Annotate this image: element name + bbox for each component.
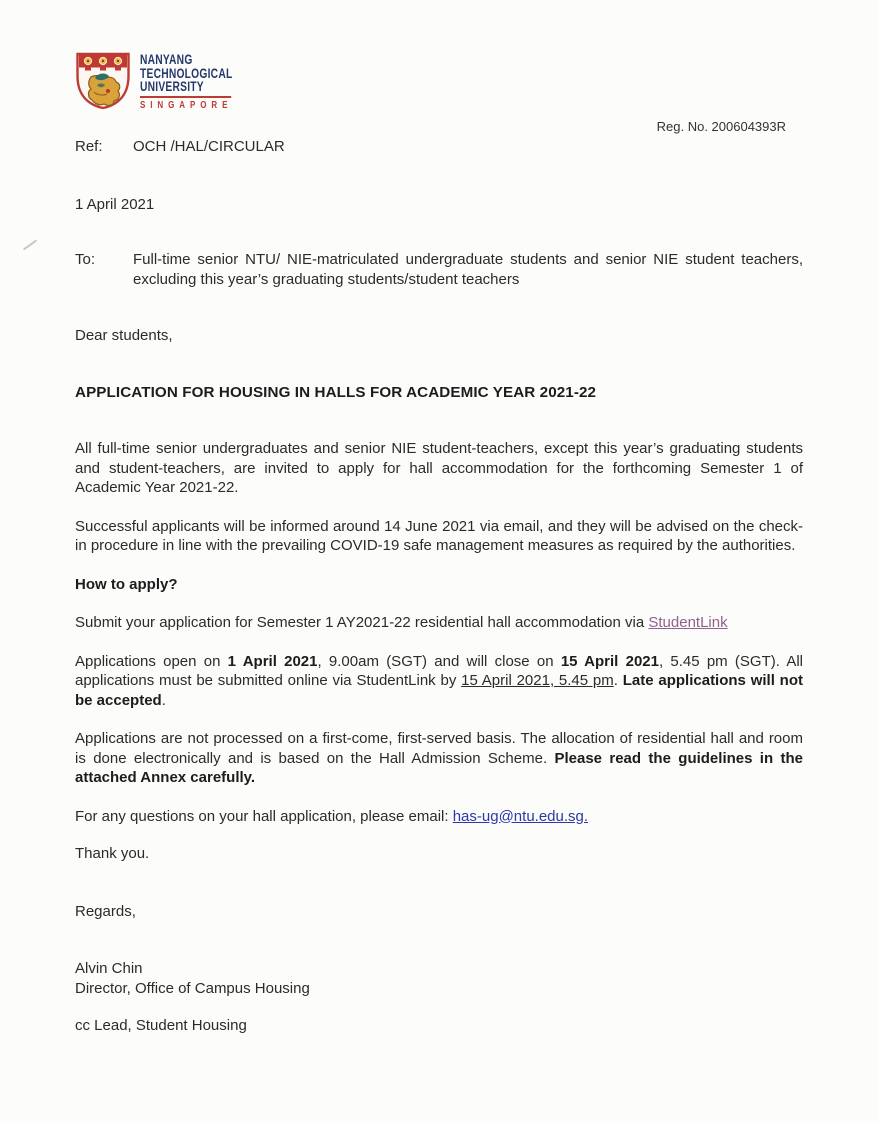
ref-label: Ref: — [75, 138, 103, 155]
text-segment: . — [161, 691, 166, 709]
paragraph-questions — [75, 807, 803, 827]
date-line: 1 April 2021 — [75, 195, 155, 213]
text-segment: Submit your application for Semester 1 AY2021-22 residential hall accommodation via — [75, 614, 649, 631]
paragraph-allocation — [75, 729, 803, 788]
subject-heading: APPLICATION FOR HOUSING IN HALLS FOR ACADEMIC YEAR 2021-22 — [75, 383, 597, 401]
studentlink-link[interactable]: StudentLink — [648, 614, 728, 631]
to-recipients-text: Full-time senior NTU/ NIE-matriculated undergraduate students and senior NIE student teachers, excluding this year’s graduating students/student teachers — [133, 251, 803, 288]
logo-wordmark-line2: TECHNOLOGICAL — [140, 65, 233, 81]
text-segment: For any questions on your hall application, please email: — [75, 807, 453, 825]
cc-line: cc Lead, Student Housing — [75, 1017, 247, 1034]
logo-divider — [140, 96, 231, 98]
paragraph-invitation: All full-time senior undergraduates and senior NIE student-teachers, except this year’s graduating students and student-teachers, are invited to apply for hall accommodation for the forthcoming Semester 1 of Academic Year 2021-22. — [75, 440, 803, 496]
logo-wordmark-line1: NANYANG — [140, 52, 193, 67]
paragraph-deadline — [75, 652, 803, 711]
university-crest-icon — [75, 52, 131, 110]
text-segment: , 9.00am (SGT) and will close on — [317, 652, 561, 670]
logo-wordmark-line3: UNIVERSITY — [140, 79, 204, 94]
to-label: To: — [75, 251, 96, 268]
text-segment: Applications are not processed on a first-come, first-served basis. The allocation of residential hall and room is done electronically and is based on the Hall Admission Scheme. — [75, 730, 803, 767]
ref-value: OCH /HAL/CIRCULAR — [133, 138, 285, 155]
signature-title: Director, Office of Campus Housing — [75, 979, 310, 997]
registration-number: Reg. No. 200604393R — [656, 119, 786, 134]
deadline-underlined-text: 15 April 2021, 5.45 pm — [461, 672, 614, 689]
text-segment: Applications open on — [75, 652, 228, 670]
salutation: Dear students, — [75, 327, 173, 344]
paragraph-notification: Successful applicants will be informed around 14 June 2021 via email, and they will be advised on the check-in procedure in line with the prevailing COVID-19 safe management measures as required by the authorities. — [75, 517, 803, 554]
how-to-apply-heading: How to apply? — [75, 575, 178, 593]
text-segment: , 5.45 pm (SGT). All applications must be submitted online via StudentLink by — [75, 652, 803, 689]
to-line — [75, 250, 803, 289]
email-link[interactable]: has-ug@ntu.edu.sg. — [452, 807, 589, 825]
text-segment-bold: 1 April 2021 — [227, 652, 318, 670]
university-logo — [75, 52, 803, 112]
text-segment-bold: Late applications will not be accepted — [75, 672, 803, 709]
logo-wordmark-singapore: SINGAPORE — [140, 99, 233, 111]
signature-block — [75, 959, 803, 998]
regards-line: Regards, — [75, 902, 136, 920]
paragraph-submit — [75, 613, 803, 633]
signature-name: Alvin Chin — [75, 960, 143, 977]
text-segment-bold: 15 April 2021 — [560, 652, 659, 670]
text-segment-bold: Please read the guidelines in the attached Annex carefully. — [75, 749, 803, 786]
thank-you-line: Thank you. — [75, 845, 150, 862]
ref-line — [75, 137, 803, 157]
text-segment: . — [613, 672, 623, 689]
university-wordmark — [140, 53, 232, 111]
